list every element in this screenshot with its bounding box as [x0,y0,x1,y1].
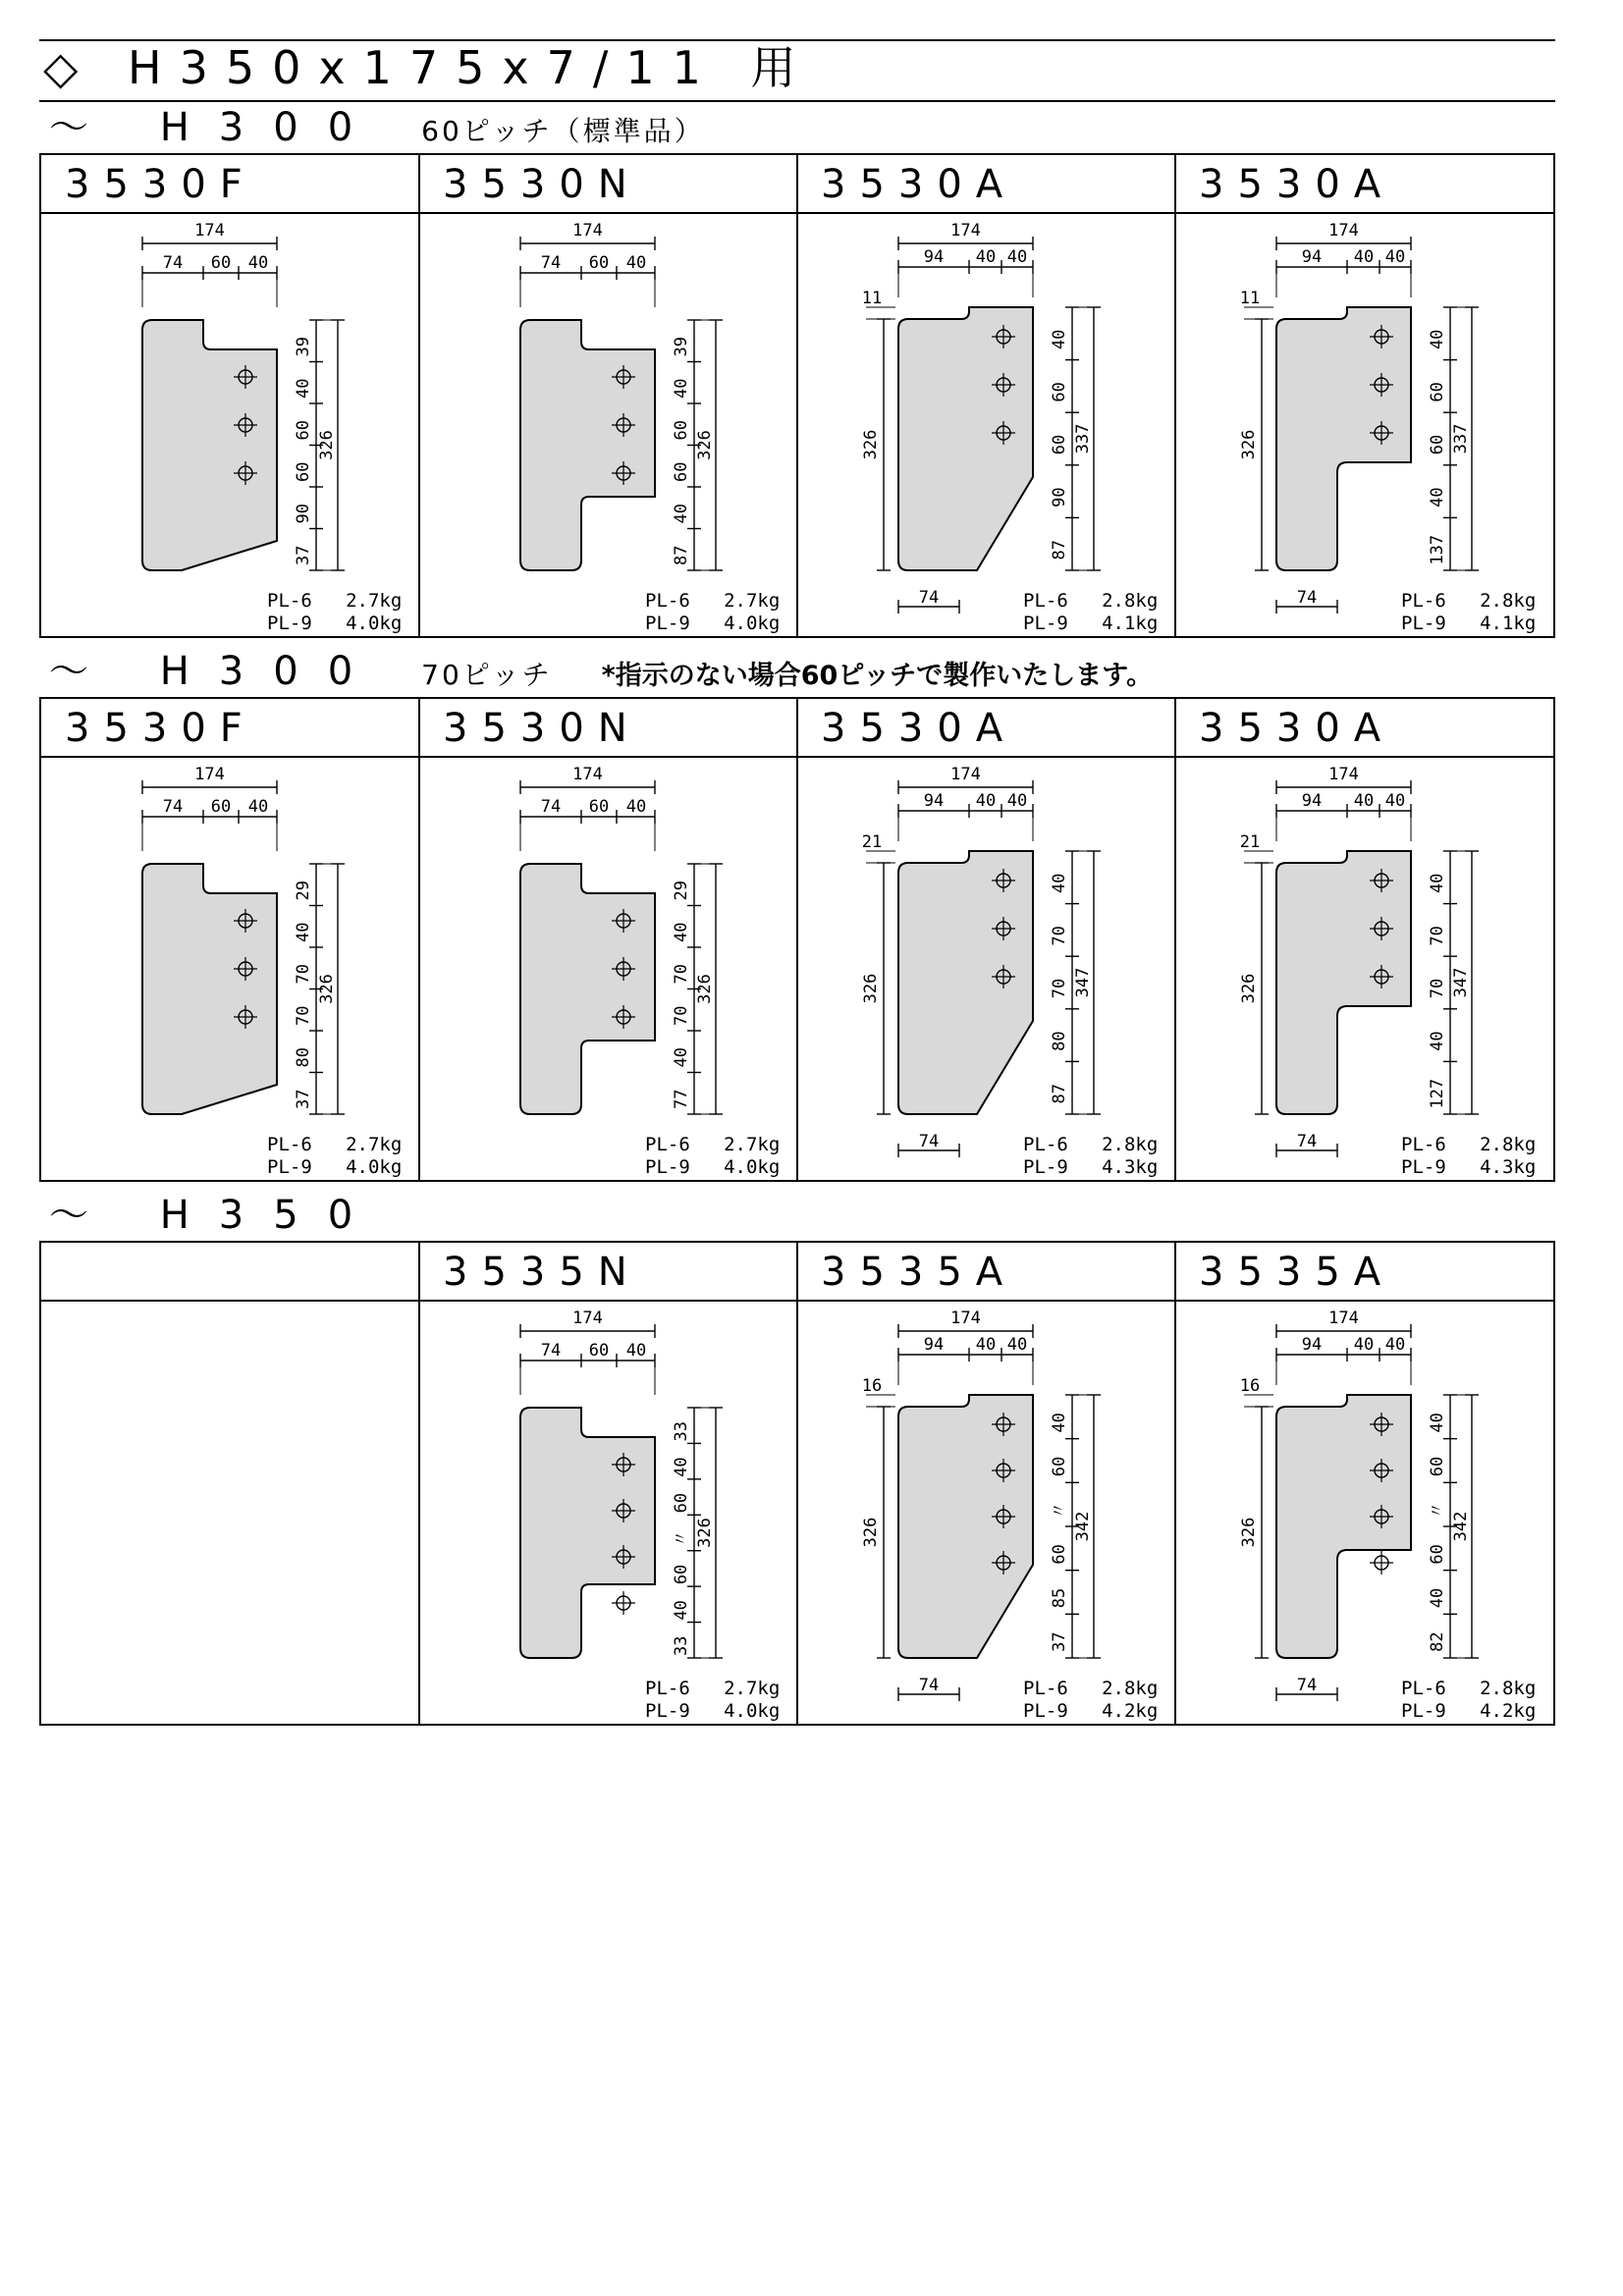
dimension-label: 80 [1050,1031,1069,1051]
overall-height-label: 326 [695,1518,715,1548]
overall-height-label: 337 [1073,423,1093,454]
pl9-label: PL-9 [645,1156,690,1178]
dimension-label: 60 [1428,1456,1447,1477]
left-height-label: 326 [1239,429,1259,460]
top-offset-label: 16 [861,1376,883,1396]
dimension-label: 40 [672,504,691,524]
pl9-label: PL-9 [267,1156,312,1178]
plate-table-70-pitch [39,697,1555,1182]
dimension-label: 40 [1384,247,1406,267]
plate-shape [898,1395,1033,1658]
dimension-label: 70 [1050,978,1069,999]
dimension-label: 29 [294,881,313,901]
dimension-label: 70 [672,964,691,985]
dimension-label: 40 [1353,1335,1375,1355]
dimension-label: 60 [1050,1456,1069,1477]
dimension-label: 60 [672,461,691,482]
pl6-weight: 2.8kg [1102,1678,1159,1699]
pl9-weight: 4.2kg [1480,1700,1537,1722]
dimension-label: 87 [672,545,691,565]
dimension-label: 60 [672,420,691,441]
dimension-label: 87 [1050,539,1069,561]
plate-weights [267,1134,402,1179]
dimension-label: 60 [1050,1544,1069,1565]
plate-code: 3535A [1175,1243,1553,1302]
dimension-label: 60 [1428,434,1447,455]
pl6-label: PL-6 [1401,590,1446,612]
dimension-label: 70 [1050,926,1069,946]
bottom-width-label: 74 [1296,1676,1318,1695]
dimension-label: 137 [1428,534,1447,565]
dimension-label: 40 [1428,1413,1447,1433]
pl9-label: PL-9 [1401,1700,1446,1722]
dimension-label: 40 [1384,791,1406,811]
dimension-label: 174 [950,221,981,240]
pl9-weight: 4.0kg [346,613,403,634]
dimension-label: 60 [588,797,610,817]
plate-code: 3535A [797,1243,1175,1302]
dimension-label: 74 [540,253,562,273]
pl6-weight: 2.7kg [724,1134,781,1155]
plate-table-60-pitch [39,153,1555,638]
plate-code: 3530F [41,699,419,758]
plate-code: 3530A [797,155,1175,214]
pl9-weight: 4.3kg [1480,1156,1537,1178]
overall-height-label: 342 [1451,1511,1471,1542]
plate-weights [645,1134,780,1179]
plate-shape [898,851,1033,1114]
dimension-label: 85 [1050,1587,1069,1609]
pl9-label: PL-9 [1023,1700,1068,1722]
dimension-label: 174 [950,1308,981,1328]
top-offset-label: 21 [1239,832,1261,852]
pl6-weight: 2.7kg [724,590,781,612]
plate-code: 3530F [41,155,419,214]
overall-height-label: 326 [695,430,715,460]
dimension-label: 40 [672,378,691,399]
pl6-label: PL-6 [267,590,312,612]
dimension-label: 94 [1301,1335,1323,1355]
plate-cell [419,699,797,1180]
plate-shape [142,864,277,1114]
pl9-label: PL-9 [1401,613,1446,634]
dimension-label: 60 [1428,382,1447,402]
dimension-label: 127 [1428,1078,1447,1109]
plate-weights [645,590,780,635]
plate-code: 3530A [797,699,1175,758]
dimension-label: 40 [247,797,269,817]
dimension-label: 37 [294,1089,313,1109]
dimension-label: 70 [1428,926,1447,946]
plate-drawing [1175,758,1553,1180]
dimension-label: 70 [672,1005,691,1026]
dimension-label: 94 [923,247,945,267]
dimension-label: 94 [923,791,945,811]
pl9-weight: 4.0kg [724,1700,781,1722]
pl6-label: PL-6 [645,1134,690,1155]
dimension-label: 74 [540,1341,562,1361]
plate-cell [41,699,419,1180]
top-offset-label: 11 [1239,289,1261,308]
pl6-label: PL-6 [267,1134,312,1155]
dimension-label: 174 [950,765,981,784]
pl9-weight: 4.0kg [724,1156,781,1178]
plate-shape [898,307,1033,570]
empty-cell [41,1243,419,1724]
plate-drawing [1175,1302,1553,1724]
bolt-hole-icon [612,1591,635,1615]
plate-cell [419,1243,797,1724]
bolt-hole-icon [1370,1551,1393,1575]
overall-height-label: 326 [695,974,715,1004]
pl6-label: PL-6 [1401,1678,1446,1699]
dimension-label: 174 [572,1308,603,1328]
dimension-label: 60 [1428,1544,1447,1565]
plate-drawing [41,214,419,636]
plate-weights [1023,1678,1158,1723]
pl6-weight: 2.8kg [1102,1134,1159,1155]
dimension-label: 82 [1428,1631,1447,1652]
title-underline [39,100,1555,102]
dimension-label: 37 [294,545,313,565]
page-title: ◇ H350x175x7/11 用 [43,41,814,94]
plate-shape [1276,851,1411,1114]
dimension-label: 80 [294,1047,313,1068]
plate-weights [1401,1678,1536,1723]
dimension-label: 〃 [1428,1502,1447,1520]
section-heading-main: ～ H300 [49,105,383,150]
plate-cell [41,155,419,636]
plate-shape [1276,307,1411,570]
pl6-weight: 2.8kg [1102,590,1159,612]
left-height-label: 326 [1239,1517,1259,1548]
bottom-width-label: 74 [1296,588,1318,608]
dimension-label: 40 [1353,791,1375,811]
overall-height-label: 347 [1451,967,1471,998]
section-heading-sub: 60ピッチ（標準品） [421,115,705,147]
dimension-label: 40 [1050,873,1069,894]
plate-shape [520,1408,655,1658]
plate-cell [419,155,797,636]
dimension-label: 70 [1428,978,1447,999]
pl9-label: PL-9 [267,613,312,634]
dimension-label: 94 [1301,247,1323,267]
overall-height-label: 347 [1073,967,1093,998]
left-height-label: 326 [861,429,881,460]
plate-drawing [797,758,1175,1180]
overall-height-label: 326 [317,974,337,1004]
pl6-label: PL-6 [1023,590,1068,612]
dimension-label: 〃 [672,1530,691,1547]
overall-height-label: 342 [1073,1511,1093,1542]
dimension-label: 40 [1050,1413,1069,1433]
plate-code: 3530N [419,699,797,758]
pl6-weight: 2.7kg [724,1678,781,1699]
dimension-label: 40 [975,247,997,267]
dimension-label: 60 [210,253,232,273]
bottom-width-label: 74 [918,1132,940,1151]
plate-weights [1023,590,1158,635]
top-offset-label: 11 [861,289,883,308]
plate-drawing [797,1302,1175,1724]
dimension-label: 60 [588,253,610,273]
dimension-label: 60 [1050,382,1069,402]
dimension-label: 174 [194,765,225,784]
dimension-label: 40 [975,1335,997,1355]
dimension-label: 40 [1428,329,1447,350]
pl6-label: PL-6 [645,1678,690,1699]
left-height-label: 326 [1239,973,1259,1004]
dimension-label: 174 [1328,765,1359,784]
pl9-weight: 4.0kg [346,1156,403,1178]
dimension-label: 40 [294,378,313,399]
plate-shape [520,320,655,570]
plate-code: 3530N [419,155,797,214]
dimension-label: 33 [672,1635,691,1657]
dimension-label: 174 [194,221,225,240]
dimension-label: 40 [294,922,313,942]
pl6-weight: 2.8kg [1480,1134,1537,1155]
dimension-label: 60 [672,1564,691,1585]
pl9-weight: 4.0kg [724,613,781,634]
pl6-weight: 2.7kg [346,590,403,612]
overall-height-label: 337 [1451,423,1471,454]
pl6-weight: 2.8kg [1480,590,1537,612]
plate-drawing [419,758,797,1180]
section-note: *指示のない場合60ピッチで製作いたします。 [601,661,1154,691]
plate-code: 3535N [419,1243,797,1302]
dimension-label: 40 [1050,329,1069,350]
dimension-label: 40 [247,253,269,273]
plate-cell [1175,699,1553,1180]
dimension-label: 70 [294,1005,313,1026]
dimension-label: 90 [294,504,313,524]
plate-cell [797,155,1175,636]
dimension-label: 70 [294,964,313,985]
dimension-label: 90 [1050,487,1069,507]
dimension-label: 40 [1384,1335,1406,1355]
pl9-label: PL-9 [1023,613,1068,634]
left-height-label: 326 [861,1517,881,1548]
plate-weights [1023,1134,1158,1179]
dimension-label: 60 [672,1492,691,1514]
plate-code: 3530A [1175,155,1553,214]
pl9-label: PL-9 [645,1700,690,1722]
pl6-label: PL-6 [1023,1134,1068,1155]
dimension-label: 40 [625,797,647,817]
dimension-label: 40 [1428,873,1447,894]
dimension-label: 40 [1428,487,1447,507]
dimension-label: 94 [923,1335,945,1355]
pl9-label: PL-9 [645,613,690,634]
dimension-label: 174 [1328,1308,1359,1328]
plate-cell [797,1243,1175,1724]
dimension-label: 74 [540,797,562,817]
dimension-label: 174 [572,765,603,784]
dimension-label: 40 [672,922,691,942]
plate-code [41,1243,419,1302]
dimension-label: 174 [572,221,603,240]
pl6-weight: 2.8kg [1480,1678,1537,1699]
dimension-label: 40 [1428,1031,1447,1051]
dimension-label: 40 [975,791,997,811]
dimension-label: 74 [162,253,184,273]
section-heading-3 [49,1193,383,1238]
pl9-weight: 4.3kg [1102,1156,1159,1178]
pl9-weight: 4.1kg [1480,613,1537,634]
pl6-label: PL-6 [645,590,690,612]
dimension-label: 39 [294,337,313,357]
plate-drawing [419,214,797,636]
plate-weights [267,590,402,635]
section-heading-main: ～ H350 [49,1193,383,1238]
section-heading-2 [49,649,1154,694]
plate-code: 3530A [1175,699,1553,758]
dimension-label: 60 [588,1341,610,1361]
dimension-label: 40 [672,1047,691,1068]
bottom-width-label: 74 [918,588,940,608]
plate-shape [1276,1395,1411,1658]
plate-drawing [41,758,419,1180]
dimension-label: 77 [672,1089,691,1109]
dimension-label: 40 [1006,1335,1028,1355]
plate-shape [142,320,277,570]
plate-drawing [1175,214,1553,636]
pl9-label: PL-9 [1023,1156,1068,1178]
plate-cell [1175,155,1553,636]
dimension-label: 40 [1006,247,1028,267]
dimension-label: 29 [672,881,691,901]
pl9-weight: 4.1kg [1102,613,1159,634]
dimension-label: 40 [625,253,647,273]
plate-drawing [419,1302,797,1724]
dimension-label: 40 [672,1600,691,1621]
left-height-label: 326 [861,973,881,1004]
dimension-label: 60 [210,797,232,817]
plate-cell [797,699,1175,1180]
plate-shape [520,864,655,1114]
pl6-label: PL-6 [1401,1134,1446,1155]
dimension-label: 87 [1050,1083,1069,1104]
plate-drawing [797,214,1175,636]
top-offset-label: 16 [1239,1376,1261,1396]
overall-height-label: 326 [317,430,337,460]
dimension-label: 37 [1050,1631,1069,1652]
bottom-width-label: 74 [1296,1132,1318,1151]
dimension-label: 40 [1353,247,1375,267]
plate-table-h350 [39,1241,1555,1726]
dimension-label: 40 [672,1457,691,1477]
dimension-label: 60 [1050,434,1069,455]
plate-weights [1401,590,1536,635]
dimension-label: 60 [294,461,313,482]
dimension-label: 94 [1301,791,1323,811]
dimension-label: 40 [625,1341,647,1361]
section-heading-sub: 70ピッチ [421,659,553,691]
section-heading-1 [49,105,705,150]
pl6-weight: 2.7kg [346,1134,403,1155]
plate-weights [1401,1134,1536,1179]
dimension-label: 174 [1328,221,1359,240]
pl9-weight: 4.2kg [1102,1700,1159,1722]
plate-weights [645,1678,780,1723]
top-offset-label: 21 [861,832,883,852]
pl9-label: PL-9 [1401,1156,1446,1178]
bottom-width-label: 74 [918,1676,940,1695]
dimension-label: 〃 [1050,1502,1069,1520]
dimension-label: 33 [672,1420,691,1442]
dimension-label: 40 [1428,1587,1447,1609]
dimension-label: 60 [294,420,313,441]
dimension-label: 74 [162,797,184,817]
pl6-label: PL-6 [1023,1678,1068,1699]
dimension-label: 40 [1006,791,1028,811]
dimension-label: 39 [672,337,691,357]
section-heading-main: ～ H300 [49,649,383,694]
plate-cell [1175,1243,1553,1724]
